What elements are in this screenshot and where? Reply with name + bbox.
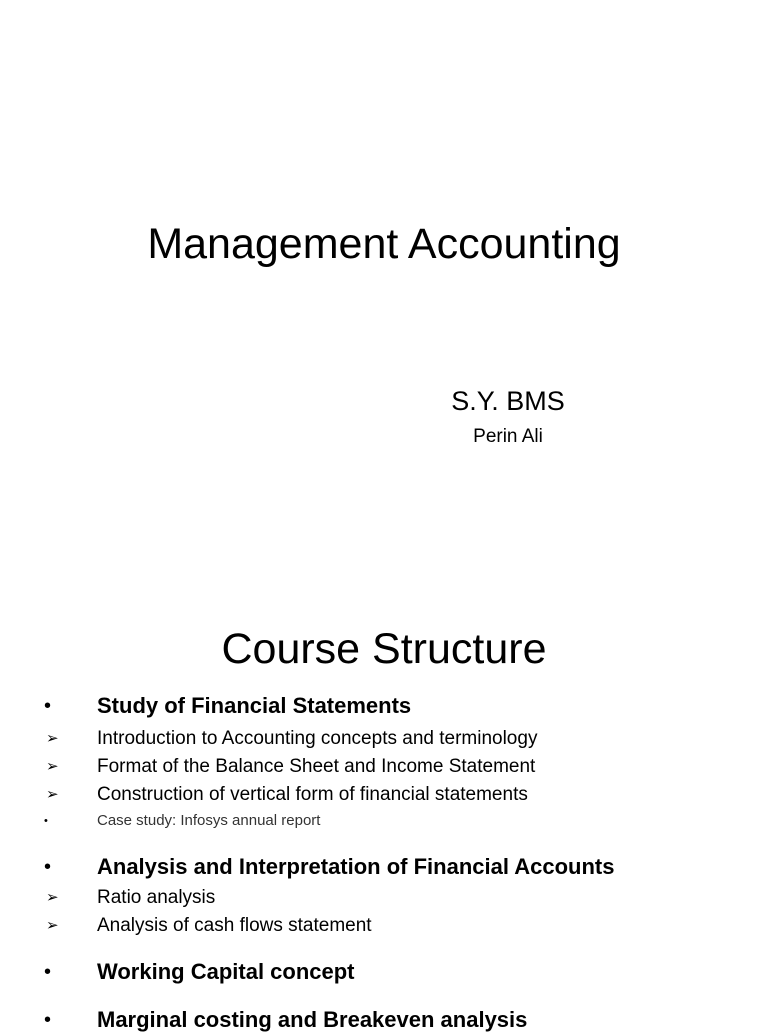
arrow-bullet-icon: ➢: [46, 917, 59, 934]
list-item-sub: [0, 782, 768, 808]
list-item-heading: [0, 852, 768, 882]
bullet-icon: •: [44, 856, 52, 878]
list-item-sub: [0, 754, 768, 780]
list-item-text: Ratio analysis: [97, 887, 216, 908]
list-item-heading: [0, 1005, 768, 1035]
list-item-text: Introduction to Accounting concepts and terminology: [97, 728, 538, 749]
slide-title: Course Structure: [221, 625, 547, 673]
list-item-sub: [0, 885, 768, 911]
presentation-title: Management Accounting: [147, 220, 621, 268]
list-item-text: Study of Financial Statements: [97, 693, 412, 718]
author-name: Perin Ali: [473, 426, 543, 447]
arrow-bullet-icon: ➢: [46, 758, 59, 775]
arrow-bullet-icon: ➢: [46, 730, 59, 747]
arrow-bullet-icon: ➢: [46, 889, 59, 906]
arrow-bullet-icon: ➢: [46, 786, 59, 803]
bullet-icon: •: [44, 695, 52, 717]
bullet-icon: •: [44, 1009, 52, 1031]
list-item-text: Case study: Infosys annual report: [97, 812, 321, 829]
list-item-heading: [0, 957, 768, 987]
list-item-text: Analysis of cash flows statement: [97, 915, 372, 936]
list-item-heading: [0, 691, 768, 721]
list-item-sub: [0, 726, 768, 752]
list-item-text: Analysis and Interpretation of Financial Accounts: [97, 854, 615, 879]
list-item-text: Format of the Balance Sheet and Income Statement: [97, 756, 536, 777]
list-item-note: [0, 811, 768, 831]
list-item-sub: [0, 913, 768, 939]
list-item-text: Marginal costing and Breakeven analysis: [97, 1007, 528, 1032]
list-item-text: Construction of vertical form of financial statements: [97, 784, 528, 805]
list-item-text: Working Capital concept: [97, 959, 355, 984]
bullet-icon: •: [44, 961, 52, 983]
course-structure-slide: [0, 575, 768, 1032]
bullet-icon: •: [44, 815, 48, 827]
course-name: S.Y. BMS: [451, 386, 565, 416]
